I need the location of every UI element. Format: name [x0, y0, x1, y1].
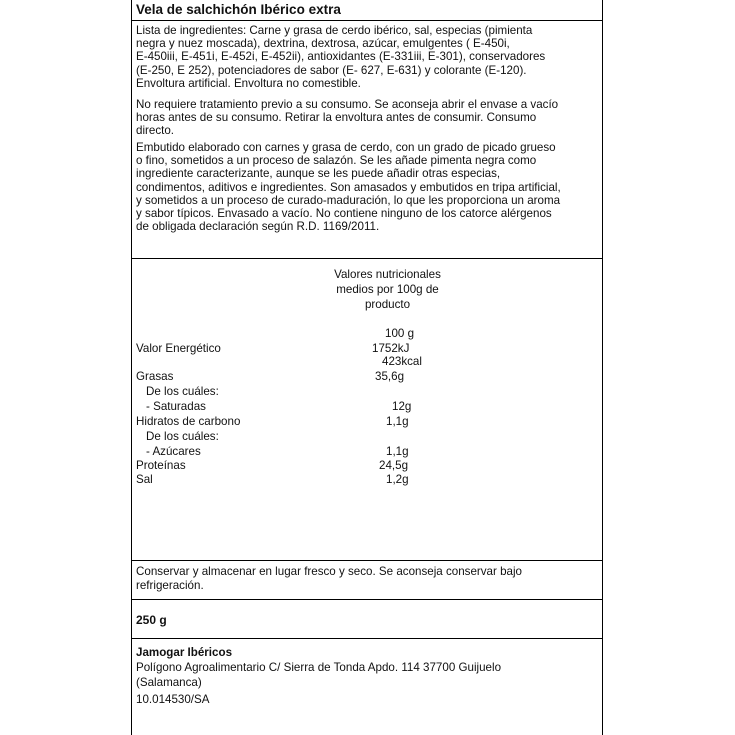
nutrient-value: 1,1g [386, 445, 409, 458]
description-line: condimentos, aditivos e ingredientes. Son amasados y embutidos en tripa artificial, [136, 180, 561, 194]
usage-line: directo. [136, 124, 175, 138]
ingredients-line: (E-250, E 252), potenciadores de sabor (E- 627, E-631) y colorante (E-120). [136, 63, 527, 77]
description-line: y sabor típicos. Envasado a vacío. No contiene ninguno de los catorce alérgenos [136, 207, 552, 220]
nutrition-section [132, 259, 602, 561]
description-line: ingrediente caracterizante, aunque se les puede añadir otras especias, [136, 167, 501, 181]
nutrient-value: 1,2g [386, 473, 409, 486]
nutrient-value: 1752kJ [372, 342, 410, 355]
ingredients-line: E-450iii, E-451i, E-452i, E-452ii), antioxidantes (E-331iii, E-301), conservadores [136, 50, 546, 64]
description-line: Embutido elaborado con carnes y grasa de cerdo, con un grado de picado grueso [136, 141, 556, 154]
storage-line: Conservar y almacenar en lugar fresco y seco. Se aconseja conservar bajo [136, 565, 523, 578]
nutrient-label: Hidratos de carbono [136, 415, 241, 428]
usage-line: No requiere tratamiento previo a su consumo. Se aconseja abrir el envase a vacío [136, 98, 559, 111]
nutrient-value: 12g [392, 400, 412, 413]
usage-line: horas antes de su consumo. Retirar la envoltura antes de consumir. Consumo [136, 111, 537, 125]
registry-number: 10.014530/SA [136, 693, 210, 706]
info-section [132, 21, 602, 259]
description-line: o fino, sometidos a un proceso de salazón. Se les añade pimenta negra como [136, 154, 537, 168]
nutrient-label: De los cuáles: [146, 385, 219, 398]
storage-section [132, 561, 602, 600]
producer-address-line: (Salamanca) [136, 676, 202, 689]
ingredients-line: Envoltura artificial. Envoltura no comestible. [136, 76, 361, 90]
producer-address-line: Polígono Agroalimentario C/ Sierra de Tonda Apdo. 114 37700 Guijuelo [136, 661, 502, 674]
ingredients-line: negra y nuez moscada), dextrina, dextrosa, azúcar, emulgentes ( E-450i, [136, 37, 510, 51]
weight-section [132, 600, 602, 639]
nutrition-header-line: medios por 100g de [336, 283, 439, 297]
producer-section [132, 639, 602, 735]
nutrient-label: Sal [136, 473, 153, 486]
nutrition-header-line: producto [364, 298, 411, 312]
nutrient-label: Grasas [136, 370, 174, 383]
nutrient-label: - Saturadas [146, 400, 206, 413]
net-weight: 250 g [136, 613, 167, 627]
nutrient-value: 35,6g [375, 370, 405, 383]
product-label-sheet [131, 0, 603, 735]
nutrient-label: De los cuáles: [146, 430, 219, 443]
ingredients-line: Lista de ingredientes: Carne y grasa de cerdo ibérico, sal, especias (pimienta [136, 24, 533, 37]
nutrition-header-line: Valores nutricionales [334, 268, 441, 281]
nutrient-label: - Azúcares [146, 445, 201, 458]
description-line: de obligada declaración según R.D. 1169/2011. [136, 220, 380, 234]
description-line: y sometidos a un proceso de curado-maduración, lo que les proporciona un aroma [136, 193, 561, 207]
nutrient-value: 24,5g [379, 459, 409, 472]
nutrient-label: Proteínas [136, 459, 186, 472]
title-section [132, 0, 602, 21]
producer-name: Jamogar Ibéricos [136, 646, 233, 659]
nutrient-value: 1,1g [386, 415, 409, 428]
nutrition-column-label: 100 g [385, 327, 415, 340]
product-title: Vela de salchichón Ibérico extra [136, 2, 341, 17]
nutrient-value: 423kcal [382, 355, 422, 368]
nutrient-label: Valor Energético [136, 342, 221, 355]
storage-line: refrigeración. [136, 579, 204, 592]
